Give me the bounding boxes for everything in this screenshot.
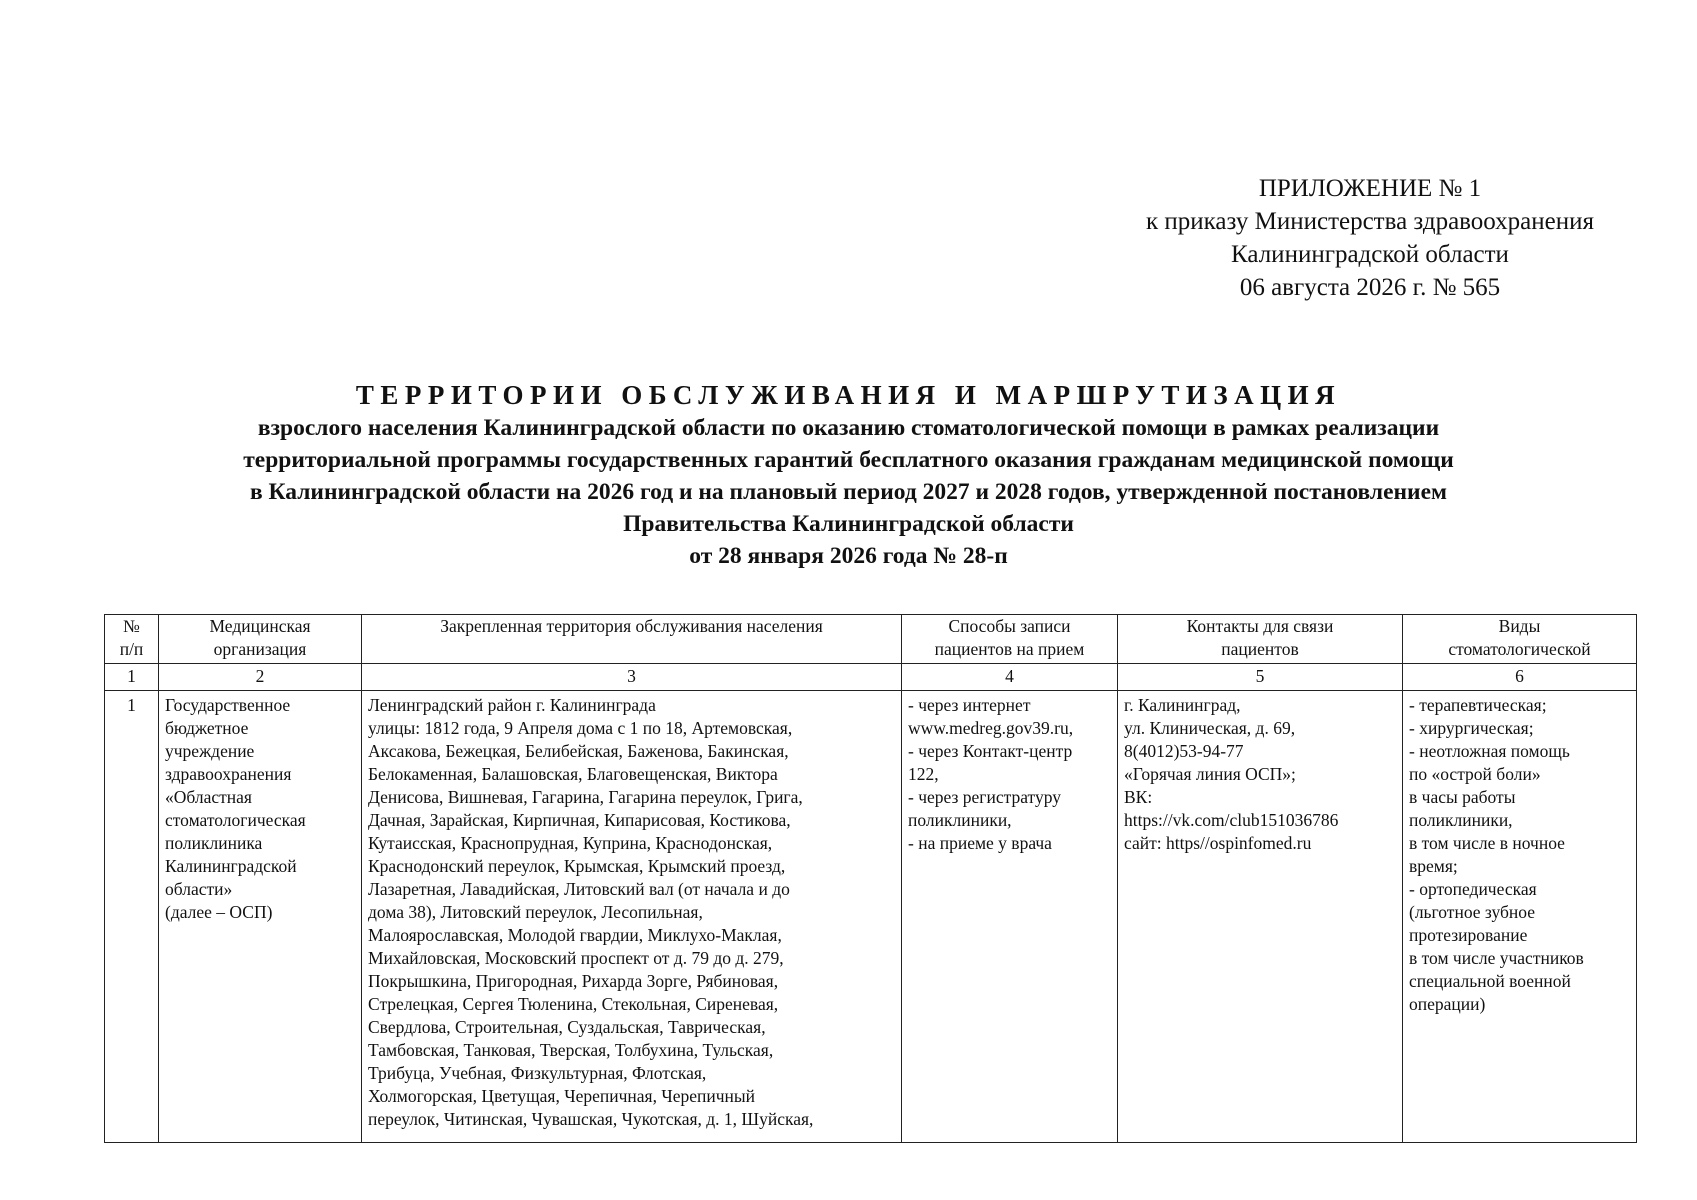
- cell-line: переулок, Читинская, Чувашская, Чукотская, д. 1, Шуйская,: [368, 1109, 814, 1129]
- appendix-line: ПРИЛОЖЕНИЕ № 1: [1258, 175, 1482, 202]
- cell-line: (далее – ОСП): [165, 902, 273, 922]
- cell-line: Государственное: [165, 695, 291, 715]
- cell-line: в часы работы: [1409, 787, 1516, 807]
- title-line: от 28 января 2026 года № 28-п: [689, 543, 1008, 569]
- cell-line: 8(4012)53-94-77: [1124, 741, 1244, 761]
- document-title: [80, 378, 1617, 572]
- cell-line: - через регистратуру: [908, 787, 1061, 807]
- cell-line: операции): [1409, 994, 1486, 1014]
- header-cell-types: Виды стоматологической: [1403, 615, 1637, 664]
- cell-line: - через интернет: [908, 695, 1031, 715]
- cell-line: Дачная, Зарайская, Кирпичная, Кипарисовая, Костикова,: [368, 810, 791, 830]
- appendix-line: к приказу Министерства здравоохранения: [1145, 208, 1595, 235]
- cell-line: протезирование: [1409, 925, 1528, 945]
- types-cell: [1403, 691, 1637, 1143]
- cell-line: www.medreg.gov39.ru,: [908, 718, 1074, 738]
- table-header-row: [105, 615, 1637, 664]
- routing-table: [104, 614, 1637, 1143]
- appendix-block: [1080, 172, 1660, 304]
- cell-line: Кутаисская, Краснопрудная, Куприна, Краснодонская,: [368, 833, 773, 853]
- cell-line: Малоярославская, Молодой гвардии, Миклухо-Маклая,: [368, 925, 782, 945]
- table-column-numbers-row: [105, 664, 1637, 691]
- column-number: 2: [159, 664, 362, 691]
- cell-line: - хирургическая;: [1409, 718, 1534, 738]
- cell-line: «Областная: [165, 787, 252, 807]
- cell-line: Лазаретная, Лавадийская, Литовский вал (от начала и до: [368, 879, 790, 899]
- cell-line: специальной военной: [1409, 971, 1571, 991]
- cell-line: дома 38), Литовский переулок, Лесопильная,: [368, 902, 703, 922]
- title-line: взрослого населения Калининградской области по оказанию стоматологической помощи в рамках реализации: [257, 415, 1440, 441]
- methods-cell: [902, 691, 1118, 1143]
- appendix-line: 06 августа 2026 г. № 565: [1239, 274, 1501, 301]
- cell-line: (льготное зубное: [1409, 902, 1535, 922]
- cell-line: здравоохранения: [165, 764, 292, 784]
- cell-line: учреждение: [165, 741, 255, 761]
- cell-line: Белокаменная, Балашовская, Благовещенская, Виктора: [368, 764, 778, 784]
- contacts-cell: [1118, 691, 1403, 1143]
- column-number: 1: [105, 664, 159, 691]
- header-cell-territory: Закрепленная территория обслуживания населения: [362, 615, 902, 664]
- cell-line: 122,: [908, 764, 939, 784]
- title-main: ТЕРРИТОРИИ ОБСЛУЖИВАНИЯ И МАРШРУТИЗАЦИЯ: [355, 380, 1342, 410]
- cell-line: стоматологическая: [165, 810, 306, 830]
- cell-line: Свердлова, Строительная, Суздальская, Таврическая,: [368, 1017, 766, 1037]
- cell-line: области»: [165, 879, 233, 899]
- cell-line: - неотложная помощь: [1409, 741, 1570, 761]
- cell-line: - ортопедическая: [1409, 879, 1537, 899]
- cell-line: - через Контакт-центр: [908, 741, 1073, 761]
- header-cell-number: № п/п: [105, 615, 159, 664]
- appendix-line: Калининградской области: [1231, 241, 1509, 268]
- header-cell-contacts: Контакты для связи пациентов: [1118, 615, 1403, 664]
- cell-line: Трибуца, Учебная, Физкультурная, Флотская,: [368, 1063, 707, 1083]
- cell-line: Стрелецкая, Сергея Тюленина, Стекольная, Сиреневая,: [368, 994, 779, 1014]
- title-line: территориальной программы государственных гарантий бесплатного оказания гражданам медицинской помощи: [243, 447, 1454, 473]
- cell-line: в том числе в ночное: [1409, 833, 1565, 853]
- cell-line: - на приеме у врача: [908, 833, 1052, 853]
- cell-line: сайт: https//ospinfomed.ru: [1124, 833, 1312, 853]
- cell-line: «Горячая линия ОСП»;: [1124, 764, 1296, 784]
- cell-line: г. Калининград,: [1124, 695, 1241, 715]
- cell-line: поликлиники,: [1409, 810, 1513, 830]
- cell-line: Краснодонский переулок, Крымская, Крымский проезд,: [368, 856, 786, 876]
- cell-line: ул. Клиническая, д. 69,: [1124, 718, 1296, 738]
- territory-cell: [362, 691, 902, 1143]
- cell-line: Ленинградский район г. Калининграда: [368, 695, 656, 715]
- cell-line: поликлиники,: [908, 810, 1012, 830]
- organization-cell: [159, 691, 362, 1143]
- cell-line: Покрышкина, Пригородная, Рихарда Зорге, Рябиновая,: [368, 971, 779, 991]
- cell-line: Тамбовская, Танковая, Тверская, Толбухина, Тульская,: [368, 1040, 774, 1060]
- cell-line: Денисова, Вишневая, Гагарина, Гагарина переулок, Грига,: [368, 787, 803, 807]
- title-line: Правительства Калининградской области: [623, 511, 1074, 537]
- cell-line: Холмогорская, Цветущая, Черепичная, Черепичный: [368, 1086, 755, 1106]
- cell-line: Калининградской: [165, 856, 297, 876]
- cell-line: улицы: 1812 года, 9 Апреля дома с 1 по 18, Артемовская,: [368, 718, 793, 738]
- cell-line: ВК:: [1124, 787, 1153, 807]
- cell-line: Аксакова, Бежецкая, Белибейская, Баженова, Бакинская,: [368, 741, 789, 761]
- row-number: 1: [105, 691, 159, 1143]
- title-line: в Калининградской области на 2026 год и на плановый период 2027 и 2028 годов, утвержденной постановлением: [249, 479, 1448, 505]
- cell-line: в том числе участников: [1409, 948, 1584, 968]
- column-number: 6: [1403, 664, 1637, 691]
- column-number: 3: [362, 664, 902, 691]
- cell-line: https://vk.com/club151036786: [1124, 810, 1339, 830]
- header-cell-methods: Способы записи пациентов на прием: [902, 615, 1118, 664]
- cell-line: по «острой боли»: [1409, 764, 1541, 784]
- column-number: 4: [902, 664, 1118, 691]
- cell-line: время;: [1409, 856, 1458, 876]
- cell-line: бюджетное: [165, 718, 249, 738]
- cell-line: - терапевтическая;: [1409, 695, 1547, 715]
- table-row: [105, 691, 1637, 1143]
- column-number: 5: [1118, 664, 1403, 691]
- cell-line: Михайловская, Московский проспект от д. 79 до д. 279,: [368, 948, 784, 968]
- header-cell-organization: Медицинская организация: [159, 615, 362, 664]
- cell-line: поликлиника: [165, 833, 263, 853]
